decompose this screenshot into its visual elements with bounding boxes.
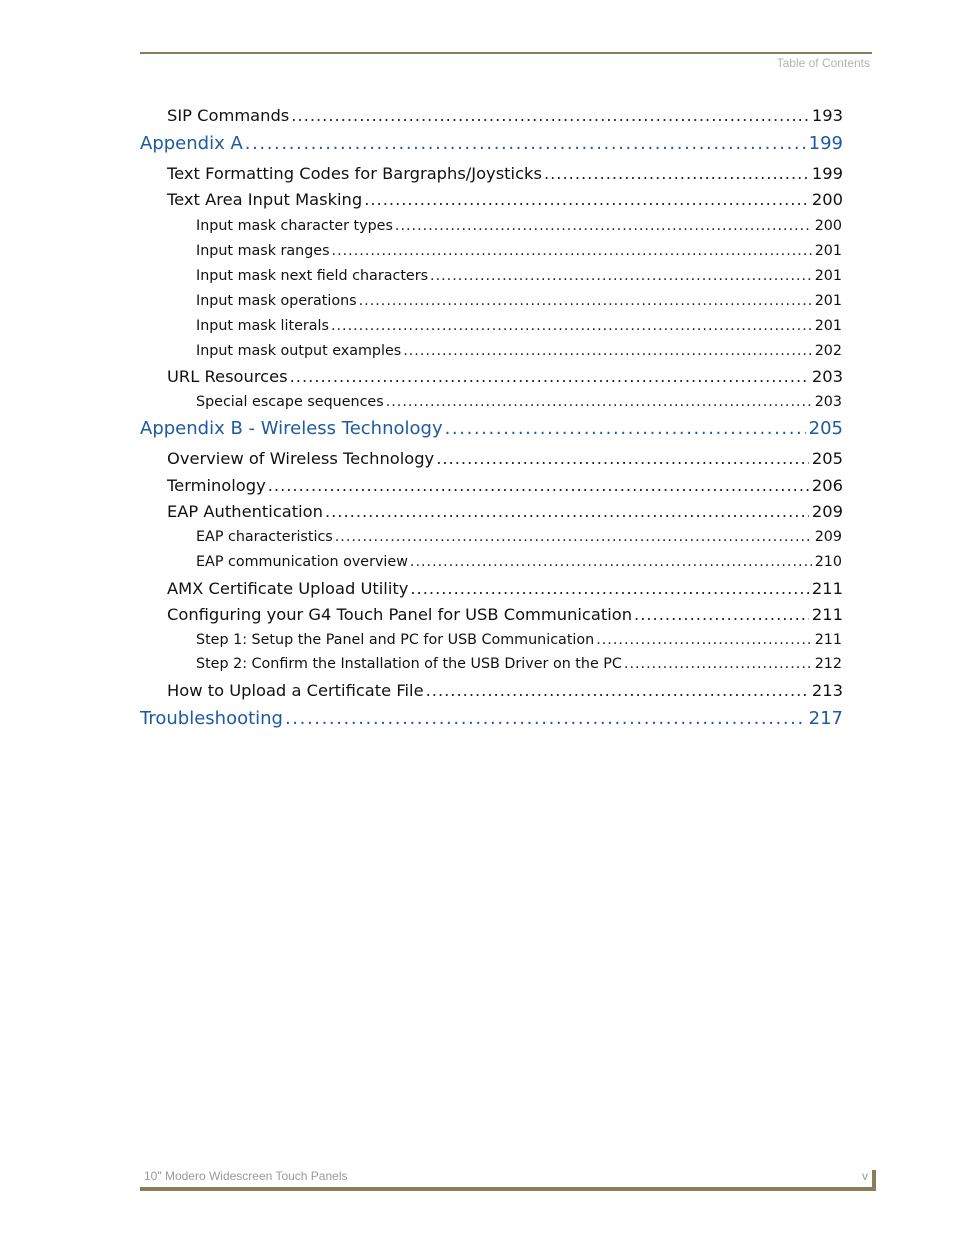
toc-entry-page: 200 — [814, 218, 842, 234]
toc-entry[interactable] — [167, 106, 843, 125]
toc-entry-title: Text Formatting Codes for Bargraphs/Joysticks — [167, 164, 542, 183]
toc-entry-page: 201 — [814, 293, 842, 309]
toc-entry[interactable] — [196, 529, 842, 545]
toc-dot-leader — [290, 367, 809, 386]
toc-entry[interactable] — [167, 367, 843, 386]
toc-entry-page: 203 — [811, 367, 843, 386]
toc-entry[interactable] — [167, 681, 843, 700]
header-rule — [140, 52, 872, 54]
toc-entry-title: URL Resources — [167, 367, 288, 386]
toc-dot-leader — [634, 605, 809, 624]
toc-dot-leader — [364, 190, 809, 209]
toc-entry-page: 212 — [814, 656, 842, 672]
toc-entry-title: Terminology — [167, 476, 266, 495]
toc-entry-title: How to Upload a Certificate File — [167, 681, 424, 700]
toc-entry-page: 213 — [811, 681, 843, 700]
toc-entry-title: SIP Commands — [167, 106, 290, 125]
toc-entry-title: Text Area Input Masking — [167, 190, 363, 209]
toc-entry[interactable] — [140, 708, 843, 729]
toc-dot-leader — [359, 293, 812, 309]
toc-dot-leader — [596, 632, 811, 648]
toc-dot-leader — [245, 133, 806, 154]
toc-dot-leader — [325, 502, 809, 521]
toc-dot-leader — [624, 656, 812, 672]
toc-entry-title: Input mask ranges — [196, 243, 330, 259]
toc-entry-page: 199 — [808, 133, 843, 154]
toc-entry-title: Input mask literals — [196, 318, 329, 334]
toc-dot-leader — [445, 418, 806, 439]
toc-entry-title: Input mask next field characters — [196, 268, 429, 284]
toc-entry[interactable] — [167, 579, 843, 598]
toc-entry[interactable] — [196, 632, 842, 648]
toc-entry-page: 211 — [811, 605, 843, 624]
toc-entry-title: Appendix A — [140, 133, 243, 154]
toc-entry-title: EAP communication overview — [196, 554, 408, 570]
toc-entry[interactable] — [196, 218, 842, 234]
toc-dot-leader — [331, 318, 812, 334]
toc-entry-page: 209 — [811, 502, 843, 521]
toc-entry-page: 201 — [814, 318, 842, 334]
toc-entry-page: 201 — [814, 268, 842, 284]
toc-dot-leader — [430, 268, 812, 284]
toc-entry-title: Input mask output examples — [196, 343, 402, 359]
toc-dot-leader — [335, 529, 812, 545]
toc-entry-page: 203 — [814, 394, 842, 410]
toc-entry-page: 202 — [814, 343, 842, 359]
toc-entry-page: 199 — [811, 164, 843, 183]
toc-entry[interactable] — [140, 418, 843, 439]
toc-entry[interactable] — [196, 318, 842, 334]
toc-entry[interactable] — [196, 293, 842, 309]
toc-entry-page: 205 — [811, 449, 843, 468]
toc-dot-leader — [268, 476, 809, 495]
toc-entry-title: Troubleshooting — [140, 708, 283, 729]
toc-entry-page: 209 — [814, 529, 842, 545]
toc-dot-leader — [436, 449, 809, 468]
toc-entry-title: AMX Certificate Upload Utility — [167, 579, 409, 598]
toc-entry-title: EAP Authentication — [167, 502, 323, 521]
toc-entry-page: 201 — [814, 243, 842, 259]
toc-entry[interactable] — [167, 476, 843, 495]
toc-entry-title: Input mask operations — [196, 293, 357, 309]
toc-entry[interactable] — [167, 449, 843, 468]
toc-entry[interactable] — [196, 243, 842, 259]
toc-dot-leader — [395, 218, 812, 234]
toc-entry-title: Overview of Wireless Technology — [167, 449, 435, 468]
toc-entry-title: Configuring your G4 Touch Panel for USB Communication — [167, 605, 633, 624]
toc-dot-leader — [332, 243, 812, 259]
toc-entry-page: 211 — [814, 632, 842, 648]
toc-entry-page: 210 — [814, 554, 842, 570]
toc-entry-title: Special escape sequences — [196, 394, 384, 410]
toc-entry-title: Input mask character types — [196, 218, 393, 234]
toc-entry-page: 193 — [811, 106, 843, 125]
toc-entry[interactable] — [196, 656, 842, 672]
toc-entry-page: 205 — [808, 418, 843, 439]
toc-entry[interactable] — [196, 394, 842, 410]
toc-entry-title: EAP characteristics — [196, 529, 333, 545]
footer-document-title: 10" Modero Widescreen Touch Panels — [144, 1169, 348, 1183]
toc-entry[interactable] — [196, 343, 842, 359]
toc-entry[interactable] — [196, 554, 842, 570]
toc-entry-page: 206 — [811, 476, 843, 495]
toc-entry-title: Step 1: Setup the Panel and PC for USB Communication — [196, 632, 595, 648]
toc-dot-leader — [403, 343, 811, 359]
toc-entry-page: 200 — [811, 190, 843, 209]
toc-entry[interactable] — [167, 164, 843, 183]
toc-entry[interactable] — [196, 268, 842, 284]
toc-entry[interactable] — [167, 502, 843, 521]
toc-entry-page: 217 — [808, 708, 843, 729]
toc-entry[interactable] — [167, 190, 843, 209]
toc-dot-leader — [291, 106, 809, 125]
toc-entry[interactable] — [167, 605, 843, 624]
toc-dot-leader — [544, 164, 809, 183]
toc-entry-title: Appendix B - Wireless Technology — [140, 418, 443, 439]
toc-dot-leader — [410, 579, 809, 598]
running-head: Table of Contents — [776, 56, 870, 70]
toc-entry[interactable] — [140, 133, 843, 154]
toc-entry-page: 211 — [811, 579, 843, 598]
footer-page-number: v — [862, 1169, 868, 1183]
toc-dot-leader — [426, 681, 809, 700]
toc-entry-title: Step 2: Confirm the Installation of the USB Driver on the PC — [196, 656, 622, 672]
footer-rule — [140, 1187, 876, 1191]
toc-dot-leader — [386, 394, 812, 410]
toc-dot-leader — [410, 554, 812, 570]
toc-dot-leader — [285, 708, 806, 729]
